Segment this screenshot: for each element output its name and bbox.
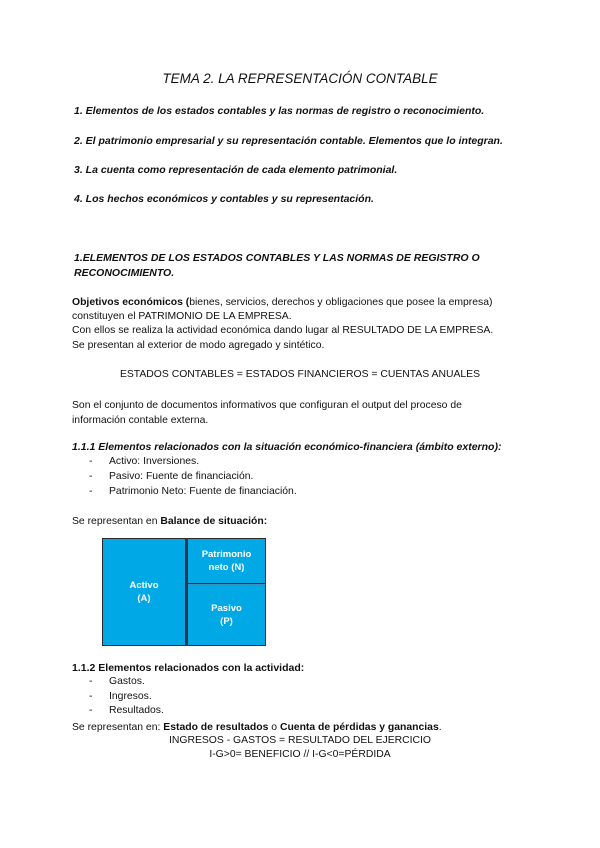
agregado-line: Se presentan al exterior de modo agregado y sintético. bbox=[72, 340, 325, 351]
toc-item-4: 4. Los hechos económicos y contables y su representación. bbox=[74, 193, 374, 205]
section-1-heading: 1.ELEMENTOS DE LOS ESTADOS CONTABLES Y LAS NORMAS DE REGISTRO O RECONOCIMIENTO. bbox=[74, 252, 480, 279]
page-title: TEMA 2. LA REPRESENTACIÓN CONTABLE bbox=[162, 71, 438, 86]
balance-pasivo-box bbox=[188, 584, 266, 646]
list-item: - Patrimonio Neto: Fuente de financiación. bbox=[89, 486, 297, 497]
resultado-formula: INGRESOS - GASTOS = RESULTADO DEL EJERCICIO bbox=[168, 735, 432, 746]
represent-mid: o bbox=[268, 722, 280, 733]
section-111-heading: 1.1.1 Elementos relacionados con la situación económico-financiera (ámbito externo): bbox=[72, 441, 502, 453]
pasivo-label: Pasivo bbox=[211, 603, 242, 614]
list-item: - Gastos. bbox=[89, 676, 145, 687]
resultado-line: Con ellos se realiza la actividad económica dando lugar al RESULTADO DE LA EMPRESA. bbox=[72, 325, 494, 336]
pasivo-symbol: (P) bbox=[220, 616, 233, 627]
section-112-heading: 1.1.2 Elementos relacionados con la actividad: bbox=[72, 662, 305, 674]
list-item-text: Gastos. bbox=[109, 676, 145, 687]
list-item: - Resultados. bbox=[89, 705, 164, 716]
patrimonio-symbol: neto (N) bbox=[208, 562, 245, 573]
objetivos-rest: bienes, servicios, derechos y obligaciones que posee la empresa) bbox=[189, 297, 493, 308]
estados-equation: ESTADOS CONTABLES = ESTADOS FINANCIEROS = CUENTAS ANUALES bbox=[119, 369, 481, 380]
objetivos-line-1 bbox=[72, 295, 492, 310]
toc-item-3: 3. La cuenta como representación de cada elemento patrimonial. bbox=[74, 164, 398, 176]
balance-diagram bbox=[102, 538, 266, 646]
represent-end: . bbox=[438, 722, 442, 733]
activo-label: Activo bbox=[129, 580, 159, 591]
list-item-text: Pasivo: Fuente de financiación. bbox=[109, 471, 254, 482]
beneficio-formula: I-G>0= BENEFICIO // I-G<0=PÉRDIDA bbox=[209, 749, 391, 760]
toc-item-1: 1. Elementos de los estados contables y las normas de registro o reconocimiento. bbox=[74, 105, 485, 117]
perdidas-ganancias-bold: Cuenta de pérdidas y ganancias bbox=[279, 722, 439, 733]
list-item-text: Ingresos. bbox=[109, 691, 152, 702]
list-item: - Activo: Inversiones. bbox=[89, 456, 200, 467]
toc-item-2: 2. El patrimonio empresarial y su representación contable. Elementos que lo integran. bbox=[74, 135, 503, 147]
list-item-text: Patrimonio Neto: Fuente de financiación. bbox=[109, 486, 297, 497]
conjunto-line-2: información contable externa. bbox=[72, 415, 209, 426]
patrimonio-label: Patrimonio bbox=[201, 549, 252, 560]
balance-represent-line bbox=[72, 514, 267, 529]
resultados-represent-line bbox=[72, 720, 442, 735]
list-item-text: Activo: Inversiones. bbox=[109, 456, 200, 467]
represent-prefix: Se representan en bbox=[72, 516, 161, 527]
objetivos-line-2: constituyen el PATRIMONIO DE LA EMPRESA. bbox=[72, 311, 292, 322]
list-item: - Ingresos. bbox=[89, 691, 152, 702]
list-item-text: Resultados. bbox=[109, 705, 164, 716]
estado-resultados-bold: Estado de resultados bbox=[163, 722, 269, 733]
list-item: - Pasivo: Fuente de financiación. bbox=[89, 471, 254, 482]
balance-activo-box bbox=[102, 538, 186, 646]
balance-bold: Balance de situación: bbox=[160, 516, 268, 527]
represent-prefix: Se representan en: bbox=[72, 722, 164, 733]
conjunto-line-1: Son el conjunto de documentos informativos que configuran el output del proceso de bbox=[72, 400, 462, 411]
activo-symbol: (A) bbox=[137, 593, 151, 604]
balance-patrimonio-box bbox=[188, 538, 266, 584]
objetivos-bold: Objetivos económicos ( bbox=[72, 297, 190, 308]
